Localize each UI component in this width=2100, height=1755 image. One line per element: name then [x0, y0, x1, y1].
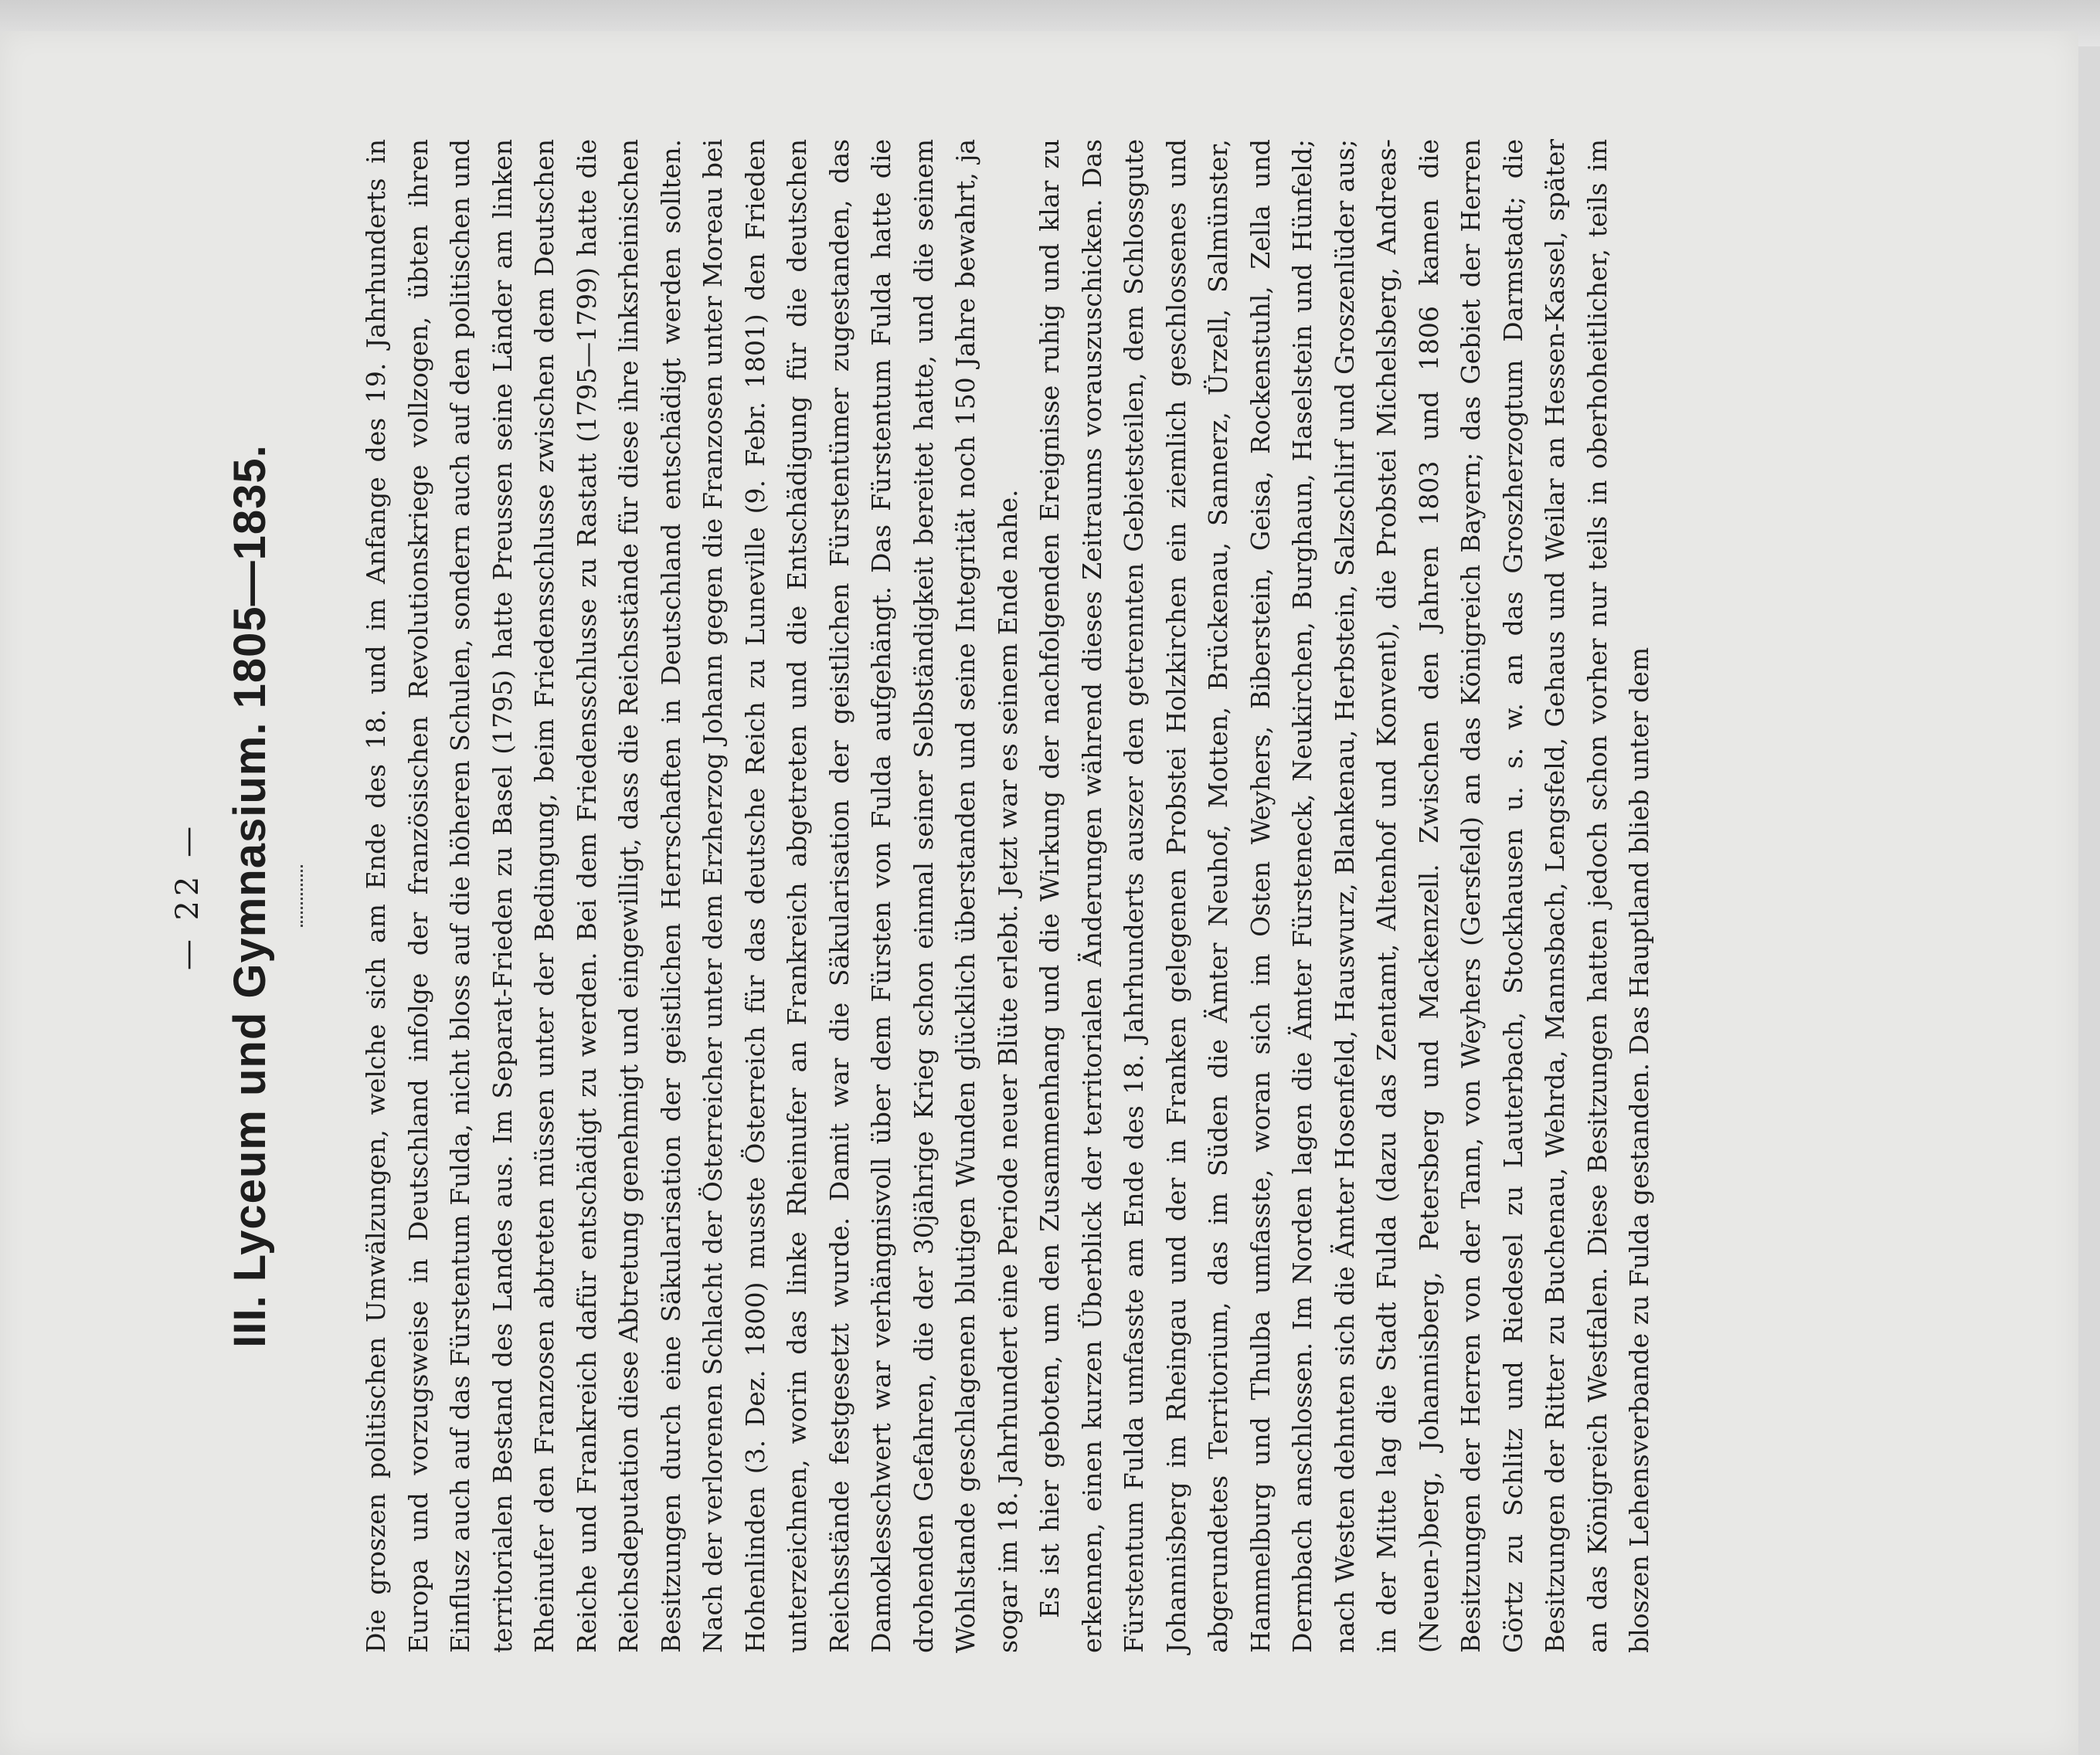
page-number: — 22 —	[170, 821, 206, 971]
rotated-page-content	[170, 124, 2024, 1668]
paragraph-2: Es ist hier geboten, um den Zusammenhang und die Wirkung der nachfolgenden Ereignisse ruhig und klar zu erkennen, einen kurzen Überblick der territorialen Änderungen während dieses Zeitraums vorauszuschicken. Das Fürstentum Fulda umfasste am Ende des 18. Jahrhunderts auszer den getrennten Gebietsteilen, dem Schlossgute Johannisberg im Rheingau und der in Franken gelegenen Probstei Holzkirchen ein ziemlich geschlossenes und abgerundetes Territorium, das im Süden die Ämter Neuhof, Motten, Brückenau, Sannerz, Ürzell, Salmünster, Hammelburg und Thulba umfasste, woran sich im Osten Weyhers, Biberstein, Geisa, Rockenstuhl, Zella und Dermbach anschlossen. Im Norden lagen die Ämter Fürsteneck, Neukirchen, Burghaun, Haselstein und Hünfeld; nach Westen dehnten sich die Ämter Hosenfeld, Hauswurz, Blankenau, Herbstein, Salzschlirf und Groszenlüder aus; in der Mitte lag die Stadt Fulda (dazu das Zentamt, Altenhof und Konvent), die Probstei Michelsberg, Andreas-(Neuen-)berg, Johannisberg, Petersberg und Mackenzell. Zwischen den Jahren 1803 und 1806 kamen die Besitzungen der Herren von der Tann, von Weyhers (Gersfeld) an das Königreich Bayern; das Gebiet der Herren Görtz zu Schlitz und Riedesel zu Lauterbach, Stockhausen u. s. w. an das Groszherzogtum Darmstadt; die Besitzungen der Ritter zu Buchenau, Wehrda, Mannsbach, Lengsfeld, Gehaus und Weilar an Hessen-Kassel, später an das Königreich Westfalen. Diese Besitzungen hatten jedoch schon vorher nur teils in oberhoheitlicher, teils im bloszen Lehensverbande zu Fulda gestanden. Das Hauptland blieb unter dem	[1035, 139, 1654, 1653]
chapter-heading: III. Lyceum und Gymnasium. 1805—1835.	[225, 444, 275, 1348]
body-text	[355, 139, 1661, 1653]
heading-ornament-rule	[297, 865, 303, 927]
book-page	[0, 31, 2078, 1755]
paragraph-1: Die groszen politischen Umwälzungen, welche sich am Ende des 18. und im Anfange des 19. Jahrhunderts in Europa und vorzugsweise in Deutschland infolge der französischen Revolutionskriege vollzogen, übten ihren Einflusz auch auf das Fürstentum Fulda, nicht bloss auf die höheren Schulen, sondern auch auf den politischen und territorialen Bestand des Landes aus. Im Separat-Frieden zu Basel (1795) hatte Preussen seine Länder am linken Rheinufer den Franzosen abtreten müssen unter der Bedingung, beim Friedensschlusse zwischen dem Deutschen Reiche und Frankreich dafür entschädigt zu werden. Bei dem Friedensschlusse zu Rastatt (1795—1799) hatte die Reichsdeputation diese Abtretung genehmigt und eingewilligt, dass die Reichsstände für diese ihre linksrheinischen Besitzungen durch eine Säkularisation der geistlichen Herrschaften in Deutschland entschädigt werden sollten. Nach der verlorenen Schlacht der Österreicher unter dem Erzherzog Johann gegen die Franzosen unter Moreau bei Hohenlinden (3. Dez. 1800) musste Österreich für das deutsche Reich zu Luneville (9. Febr. 1801) den Frieden unterzeichnen, worin das linke Rheinufer an Frankreich abgetreten und die Entschädigung für die deutschen Reichsstände festgesetzt wurde. Damit war die Säkularisation der geistlichen Fürstentümer zugestanden, das Damoklesschwert war verhängnisvoll über dem Fürsten von Fulda aufgehängt. Das Fürstentum Fulda hatte die drohenden Gefahren, die der 30jährige Krieg schon einmal seiner Selbständigkeit bereitet hatte, und die seinem Wohlstande geschlagenen blutigen Wunden glücklich überstanden und seine Integrität noch 150 Jahre bewahrt, ja sogar im 18. Jahrhundert eine Periode neuer Blüte erlebt. Jetzt war es seinem Ende nahe.	[361, 139, 1023, 1653]
